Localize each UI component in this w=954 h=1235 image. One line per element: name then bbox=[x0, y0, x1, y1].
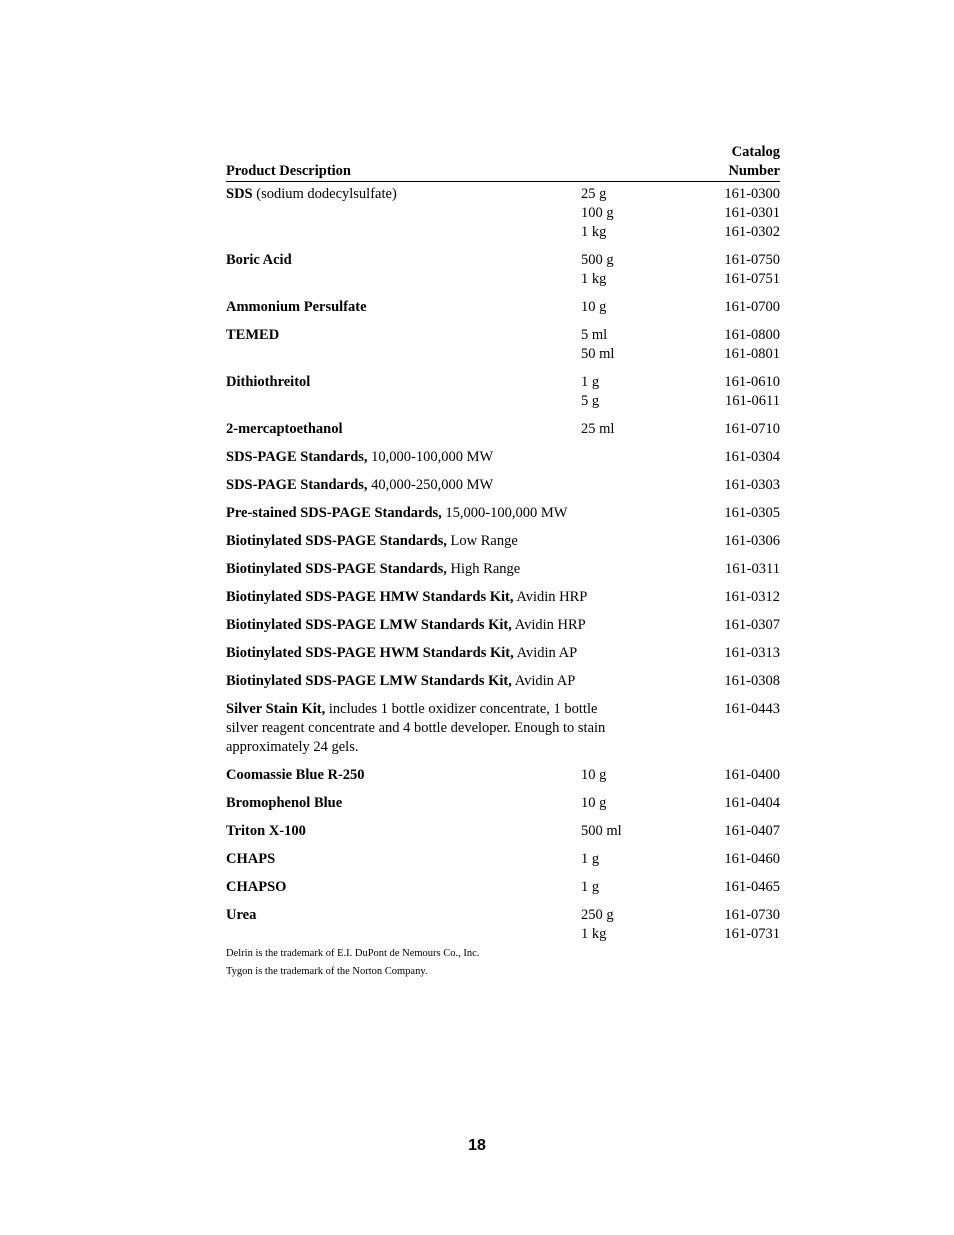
catalog-value: 161-0305 bbox=[724, 505, 780, 521]
product-name bbox=[226, 850, 581, 869]
product-name-detail: (sodium dodecylsulfate) bbox=[252, 186, 397, 202]
package-size bbox=[621, 700, 691, 757]
product-name-bold: CHAPS bbox=[226, 851, 276, 867]
product-description bbox=[226, 588, 706, 607]
product-name-detail: includes 1 bottle oxidizer concentrate, 1 bottle silver reagent concentrate and 4 bottle developer. Enough to stain approximately 24 gels. bbox=[226, 701, 606, 755]
catalog-number bbox=[691, 794, 780, 813]
product-description bbox=[226, 532, 706, 551]
table-row bbox=[226, 822, 780, 841]
product-description bbox=[226, 906, 581, 944]
product-name-detail: 40,000-250,000 MW bbox=[367, 477, 494, 493]
product-name bbox=[226, 794, 581, 813]
table-row bbox=[226, 326, 780, 364]
header-catalog-line2: Number bbox=[728, 163, 780, 179]
catalog-number bbox=[691, 850, 780, 869]
catalog-value: 161-0303 bbox=[724, 477, 780, 493]
product-description bbox=[226, 822, 581, 841]
catalog-number bbox=[691, 878, 780, 897]
package-size bbox=[581, 878, 691, 897]
product-name-bold: TEMED bbox=[226, 327, 280, 343]
size-value: 5 ml bbox=[581, 327, 608, 343]
catalog-value: 161-0730 bbox=[724, 907, 780, 923]
size-value: 10 g bbox=[581, 795, 607, 811]
product-name-bold: Biotinylated SDS-PAGE Standards, bbox=[226, 533, 447, 549]
catalog-value: 161-0731 bbox=[724, 926, 780, 942]
catalog-value: 161-0313 bbox=[724, 645, 780, 661]
product-name-bold: Biotinylated SDS-PAGE Standards, bbox=[226, 561, 447, 577]
product-name bbox=[226, 906, 581, 925]
product-description bbox=[226, 298, 581, 317]
catalog-value: 161-0301 bbox=[724, 205, 780, 221]
catalog-value: 161-0300 bbox=[724, 186, 780, 202]
product-name-detail: 10,000-100,000 MW bbox=[367, 449, 494, 465]
package-size bbox=[581, 185, 691, 242]
table-row bbox=[226, 794, 780, 813]
product-description bbox=[226, 420, 581, 439]
table-row bbox=[226, 298, 780, 317]
table-row bbox=[226, 850, 780, 869]
product-name bbox=[226, 185, 581, 204]
size-value: 5 g bbox=[581, 393, 600, 409]
package-size bbox=[581, 906, 691, 944]
product-name-bold: Boric Acid bbox=[226, 252, 292, 268]
catalog-value: 161-0407 bbox=[724, 823, 780, 839]
table-row bbox=[226, 448, 780, 467]
catalog-number bbox=[706, 504, 780, 523]
table-row bbox=[226, 700, 780, 757]
product-name-bold: CHAPSO bbox=[226, 879, 287, 895]
product-description bbox=[226, 251, 581, 289]
product-name-detail: Avidin HRP bbox=[511, 617, 586, 633]
size-value: 250 g bbox=[581, 907, 614, 923]
product-name bbox=[226, 251, 581, 270]
header-catalog-line1: Catalog bbox=[731, 144, 780, 160]
catalog-value: 161-0306 bbox=[724, 533, 780, 549]
catalog-number bbox=[706, 448, 780, 467]
catalog-value: 161-0311 bbox=[724, 561, 780, 577]
product-description bbox=[226, 700, 621, 757]
product-description bbox=[226, 476, 706, 495]
package-size bbox=[581, 766, 691, 785]
product-description bbox=[226, 373, 581, 411]
size-value: 1 kg bbox=[581, 271, 607, 287]
catalog-number bbox=[706, 532, 780, 551]
product-description bbox=[226, 672, 706, 691]
catalog-number bbox=[691, 420, 780, 439]
product-description bbox=[226, 185, 581, 242]
product-name-detail: Avidin HRP bbox=[513, 589, 588, 605]
table-row bbox=[226, 504, 780, 523]
product-name-bold: SDS bbox=[226, 186, 253, 202]
product-name-bold: Dithiothreitol bbox=[226, 374, 311, 390]
product-name bbox=[226, 476, 706, 495]
size-value: 25 ml bbox=[581, 421, 615, 437]
product-name bbox=[226, 644, 706, 663]
table-row bbox=[226, 878, 780, 897]
table-row bbox=[226, 644, 780, 663]
catalog-number bbox=[706, 588, 780, 607]
product-name bbox=[226, 616, 706, 635]
page-number: 18 bbox=[468, 1137, 486, 1154]
package-size bbox=[581, 298, 691, 317]
table-row bbox=[226, 476, 780, 495]
product-description bbox=[226, 448, 706, 467]
product-name-detail: High Range bbox=[446, 561, 521, 577]
catalog-number bbox=[691, 906, 780, 944]
product-name-detail: Avidin AP bbox=[511, 673, 576, 689]
catalog-number bbox=[691, 185, 780, 242]
product-name-bold: Silver Stain Kit, bbox=[226, 701, 326, 717]
product-description bbox=[226, 616, 706, 635]
table-row bbox=[226, 672, 780, 691]
package-size bbox=[581, 420, 691, 439]
catalog-number bbox=[691, 251, 780, 289]
product-name-bold: Biotinylated SDS-PAGE HMW Standards Kit, bbox=[226, 589, 514, 605]
catalog-value: 161-0302 bbox=[724, 224, 780, 240]
catalog-number bbox=[706, 672, 780, 691]
product-name-bold: Ammonium Persulfate bbox=[226, 299, 367, 315]
size-value: 50 ml bbox=[581, 346, 615, 362]
product-name-bold: Biotinylated SDS-PAGE LMW Standards Kit, bbox=[226, 617, 512, 633]
product-name bbox=[226, 672, 706, 691]
catalog-value: 161-0800 bbox=[724, 327, 780, 343]
product-description bbox=[226, 644, 706, 663]
product-name-bold: 2-mercaptoethanol bbox=[226, 421, 343, 437]
catalog-value: 161-0312 bbox=[724, 589, 780, 605]
product-name bbox=[226, 326, 581, 345]
catalog-number bbox=[691, 326, 780, 364]
product-name-bold: Pre-stained SDS-PAGE Standards, bbox=[226, 505, 442, 521]
product-name-bold: Triton X-100 bbox=[226, 823, 306, 839]
catalog-number bbox=[691, 373, 780, 411]
catalog-value: 161-0400 bbox=[724, 767, 780, 783]
table-row bbox=[226, 532, 780, 551]
product-name-detail: Avidin AP bbox=[513, 645, 578, 661]
product-description bbox=[226, 560, 706, 579]
table-row bbox=[226, 420, 780, 439]
product-name-bold: Biotinylated SDS-PAGE LMW Standards Kit, bbox=[226, 673, 512, 689]
size-value: 1 g bbox=[581, 374, 600, 390]
package-size bbox=[581, 373, 691, 411]
catalog-number bbox=[691, 700, 780, 757]
product-name bbox=[226, 373, 581, 392]
package-size bbox=[581, 794, 691, 813]
header-catalog-number bbox=[728, 143, 780, 181]
product-description bbox=[226, 504, 706, 523]
catalog-value: 161-0750 bbox=[724, 252, 780, 268]
catalog-number bbox=[706, 560, 780, 579]
table-body bbox=[226, 182, 780, 944]
product-name-bold: SDS-PAGE Standards, bbox=[226, 449, 368, 465]
catalog-value: 161-0304 bbox=[724, 449, 780, 465]
size-value: 10 g bbox=[581, 299, 607, 315]
product-name-bold: Biotinylated SDS-PAGE HWM Standards Kit, bbox=[226, 645, 514, 661]
package-size bbox=[581, 251, 691, 289]
catalog-value: 161-0460 bbox=[724, 851, 780, 867]
size-value: 1 g bbox=[581, 879, 600, 895]
size-value: 25 g bbox=[581, 186, 607, 202]
product-description bbox=[226, 766, 581, 785]
package-size bbox=[581, 326, 691, 364]
table-row bbox=[226, 185, 780, 242]
product-name bbox=[226, 504, 706, 523]
product-name-bold: SDS-PAGE Standards, bbox=[226, 477, 368, 493]
product-name bbox=[226, 420, 581, 439]
size-value: 10 g bbox=[581, 767, 607, 783]
size-value: 1 kg bbox=[581, 926, 607, 942]
catalog-value: 161-0611 bbox=[724, 393, 780, 409]
header-product-description: Product Description bbox=[226, 163, 351, 179]
product-name-bold: Coomassie Blue R-250 bbox=[226, 767, 365, 783]
catalog-value: 161-0700 bbox=[724, 299, 780, 315]
size-value: 100 g bbox=[581, 205, 614, 221]
table-header bbox=[226, 139, 780, 182]
product-name bbox=[226, 588, 706, 607]
catalog-value: 161-0307 bbox=[724, 617, 780, 633]
footnotes bbox=[226, 945, 479, 981]
product-description bbox=[226, 326, 581, 364]
product-name bbox=[226, 766, 581, 785]
product-name-detail: 15,000-100,000 MW bbox=[441, 505, 568, 521]
catalog-value: 161-0308 bbox=[724, 673, 780, 689]
footnote-delrin: Delrin is the trademark of E.I. DuPont de Nemours Co., Inc. bbox=[226, 948, 480, 959]
product-name bbox=[226, 448, 706, 467]
product-name-bold: Bromophenol Blue bbox=[226, 795, 343, 811]
catalog-value: 161-0751 bbox=[724, 271, 780, 287]
product-name bbox=[226, 878, 581, 897]
catalog-value: 161-0610 bbox=[724, 374, 780, 390]
product-table bbox=[226, 139, 780, 953]
table-row bbox=[226, 560, 780, 579]
size-value: 500 ml bbox=[581, 823, 622, 839]
product-name bbox=[226, 298, 581, 317]
size-value: 1 kg bbox=[581, 224, 607, 240]
table-row bbox=[226, 766, 780, 785]
catalog-number bbox=[691, 766, 780, 785]
catalog-value: 161-0710 bbox=[724, 421, 780, 437]
product-name-detail: Low Range bbox=[446, 533, 518, 549]
product-name-bold: Urea bbox=[226, 907, 257, 923]
catalog-number bbox=[691, 822, 780, 841]
catalog-value: 161-0801 bbox=[724, 346, 780, 362]
package-size bbox=[581, 850, 691, 869]
product-name bbox=[226, 560, 706, 579]
table-row bbox=[226, 616, 780, 635]
catalog-value: 161-0443 bbox=[724, 701, 780, 717]
catalog-value: 161-0465 bbox=[724, 879, 780, 895]
size-value: 500 g bbox=[581, 252, 614, 268]
product-name bbox=[226, 700, 621, 757]
table-row bbox=[226, 588, 780, 607]
catalog-number bbox=[706, 476, 780, 495]
catalog-number bbox=[691, 298, 780, 317]
product-description bbox=[226, 850, 581, 869]
size-value: 1 g bbox=[581, 851, 600, 867]
catalog-number bbox=[706, 644, 780, 663]
footnote-tygon: Tygon is the trademark of the Norton Company. bbox=[226, 966, 428, 977]
table-row bbox=[226, 251, 780, 289]
product-description bbox=[226, 794, 581, 813]
table-row bbox=[226, 906, 780, 944]
product-description bbox=[226, 878, 581, 897]
product-name bbox=[226, 532, 706, 551]
catalog-number bbox=[706, 616, 780, 635]
product-name bbox=[226, 822, 581, 841]
table-row bbox=[226, 373, 780, 411]
package-size bbox=[581, 822, 691, 841]
catalog-value: 161-0404 bbox=[724, 795, 780, 811]
